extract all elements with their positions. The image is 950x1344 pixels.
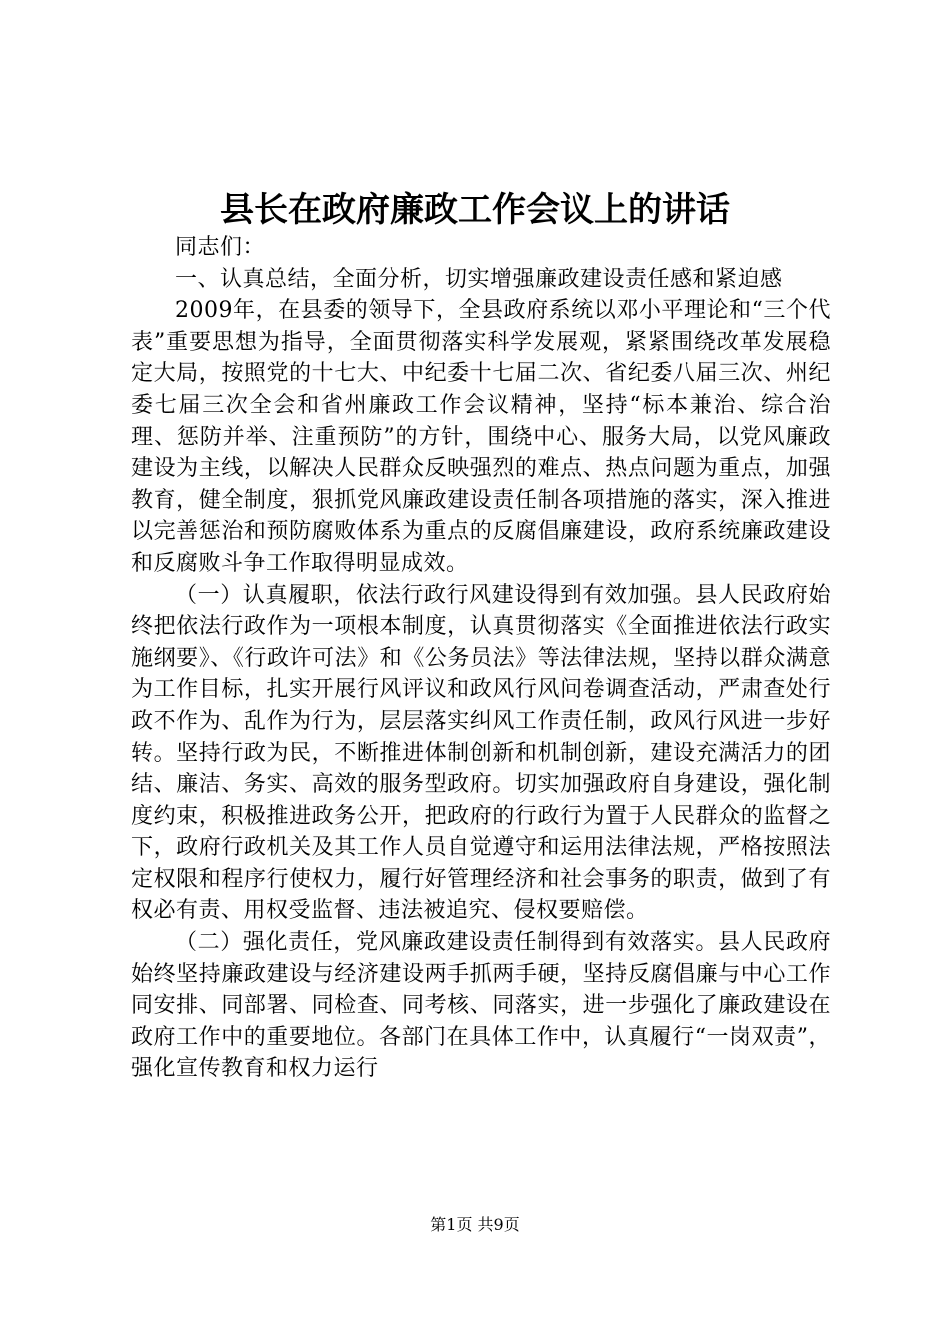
paragraph-section-heading: 一、认真总结，全面分析，切实增强廉政建设责任感和紧迫感 [175,266,783,292]
paragraph-summary: 2009年，在县委的领导下，全县政府系统以邓小平理论和“三个代表”重要思想为指导，全面贯彻落实科学发展观，紧紧围绕改革发展稳定大局，按照党的十七大、中纪委十七届二次、省纪委八届三次、州纪委七届三次全会和省州廉政工作会议精神，坚持“标本兼治、综合治理、惩防并举、注重预防”的方针，围绕中心、服务大局，以党风廉政建设为主线，以解决人民群众反映强烈的难点、热点问题为重点，加强教育，健全制度，狠抓党风廉政建设责任制各项措施的落实，深入推进以完善惩治和预防腐败体系为重点的反腐倡廉建设，政府系统廉政建设和反腐败斗争工作取得明显成效。 [131,298,831,576]
document-title: 县长在政府廉政工作会议上的讲话 [220,190,730,230]
paragraph-point-two: （二）强化责任，党风廉政建设责任制得到有效落实。县人民政府始终坚持廉政建设与经济建设两手抓两手硬，坚持反腐倡廉与中心工作同安排、同部署、同检查、同考核、同落实，进一步强化了廉政建设在政府工作中的重要地位。各部门在具体工作中，认真履行“一岗双责”，强化宣传教育和权力运行 [131,930,831,1082]
document-body [131,232,831,1085]
paragraph-point-one: （一）认真履职，依法行政行风建设得到有效加强。县人民政府始终把依法行政作为一项根本制度，认真贯彻落实《全面推进依法行政实施纲要》、《行政许可法》和《公务员法》等法律法规，坚持以群众满意为工作目标，扎实开展行风评议和政风行风问卷调查活动，严肃查处行政不作为、乱作为行为，层层落实纠风工作责任制，政风行风进一步好转。坚持行政为民，不断推进体制创新和机制创新，建设充满活力的团结、廉洁、务实、高效的服务型政府。切实加强政府自身建设，强化制度约束，积极推进政务公开，把政府的行政行为置于人民群众的监督之下，政府行政机关及其工作人员自觉遵守和运用法律法规，严格按照法定权限和程序行使权力，履行好管理经济和社会事务的职责，做到了有权必有责、用权受监督、违法被追究、侵权要赔偿。 [131,582,831,924]
page-number-footer: 第1页 共9页 [430,1215,520,1234]
paragraph-greeting: 同志们： [175,235,266,260]
